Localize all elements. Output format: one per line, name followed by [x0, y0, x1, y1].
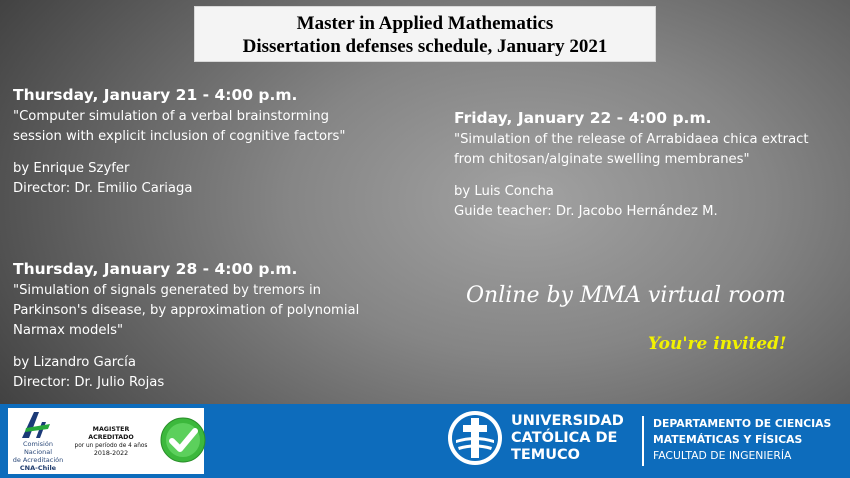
- defense-author: by Luis Concha: [454, 184, 554, 199]
- defense-date: Thursday, January 21 - 4:00 p.m.: [13, 86, 298, 104]
- title-banner: [194, 6, 656, 62]
- thesis-title-line: from chitosan/alginate swelling membranes": [454, 152, 750, 167]
- invitation-text: You're invited!: [648, 334, 787, 354]
- thesis-title-line: "Simulation of the release of Arrabidaea chica extract: [454, 132, 809, 147]
- defense-date: Friday, January 22 - 4:00 p.m.: [454, 109, 712, 127]
- accreditation-text: MAGISTER ACREDITADO por un período de 4 años 2018-2022: [74, 426, 148, 457]
- defense-block-1: [13, 85, 413, 199]
- defense-block-2: [454, 108, 844, 222]
- defense-author: by Enrique Szyfer: [13, 161, 130, 176]
- thesis-title-line: Narmax models": [13, 323, 124, 338]
- department-name: DEPARTAMENTO DE CIENCIAS MATEMÁTICAS Y FÍSICAS FACULTAD DE INGENIERÍA: [653, 417, 832, 462]
- title-line-1: Master in Applied Mathematics: [296, 13, 554, 34]
- defense-date: Thursday, January 28 - 4:00 p.m.: [13, 260, 298, 278]
- university-logo-icon: [446, 409, 504, 467]
- thesis-title-line: Parkinson's disease, by approximation of polynomial: [13, 303, 360, 318]
- online-notice: Online by MMA virtual room: [466, 283, 786, 308]
- thesis-title-line: "Computer simulation of a verbal brainstorming: [13, 109, 330, 124]
- thesis-title-line: "Simulation of signals generated by tremors in: [13, 283, 321, 298]
- defense-block-3: [13, 259, 433, 393]
- cna-label: Comisión Nacional de Acreditación CNA-Chile: [12, 440, 64, 472]
- footer-divider: [642, 416, 644, 466]
- defense-advisor: Guide teacher: Dr. Jacobo Hernández M.: [454, 204, 718, 219]
- defense-advisor: Director: Dr. Emilio Cariaga: [13, 181, 193, 196]
- defense-author: by Lizandro García: [13, 355, 136, 370]
- defense-advisor: Director: Dr. Julio Rojas: [13, 375, 165, 390]
- title-line-2: Dissertation defenses schedule, January 2021: [242, 36, 608, 57]
- thesis-title-line: session with explicit inclusion of cognitive factors": [13, 129, 346, 144]
- accreditation-badge: [8, 408, 204, 474]
- footer-bar: [0, 404, 850, 478]
- cna-logo-icon: [20, 410, 56, 440]
- check-icon: [160, 417, 206, 463]
- university-name: UNIVERSIDAD CATÓLICA DE TEMUCO: [511, 413, 624, 463]
